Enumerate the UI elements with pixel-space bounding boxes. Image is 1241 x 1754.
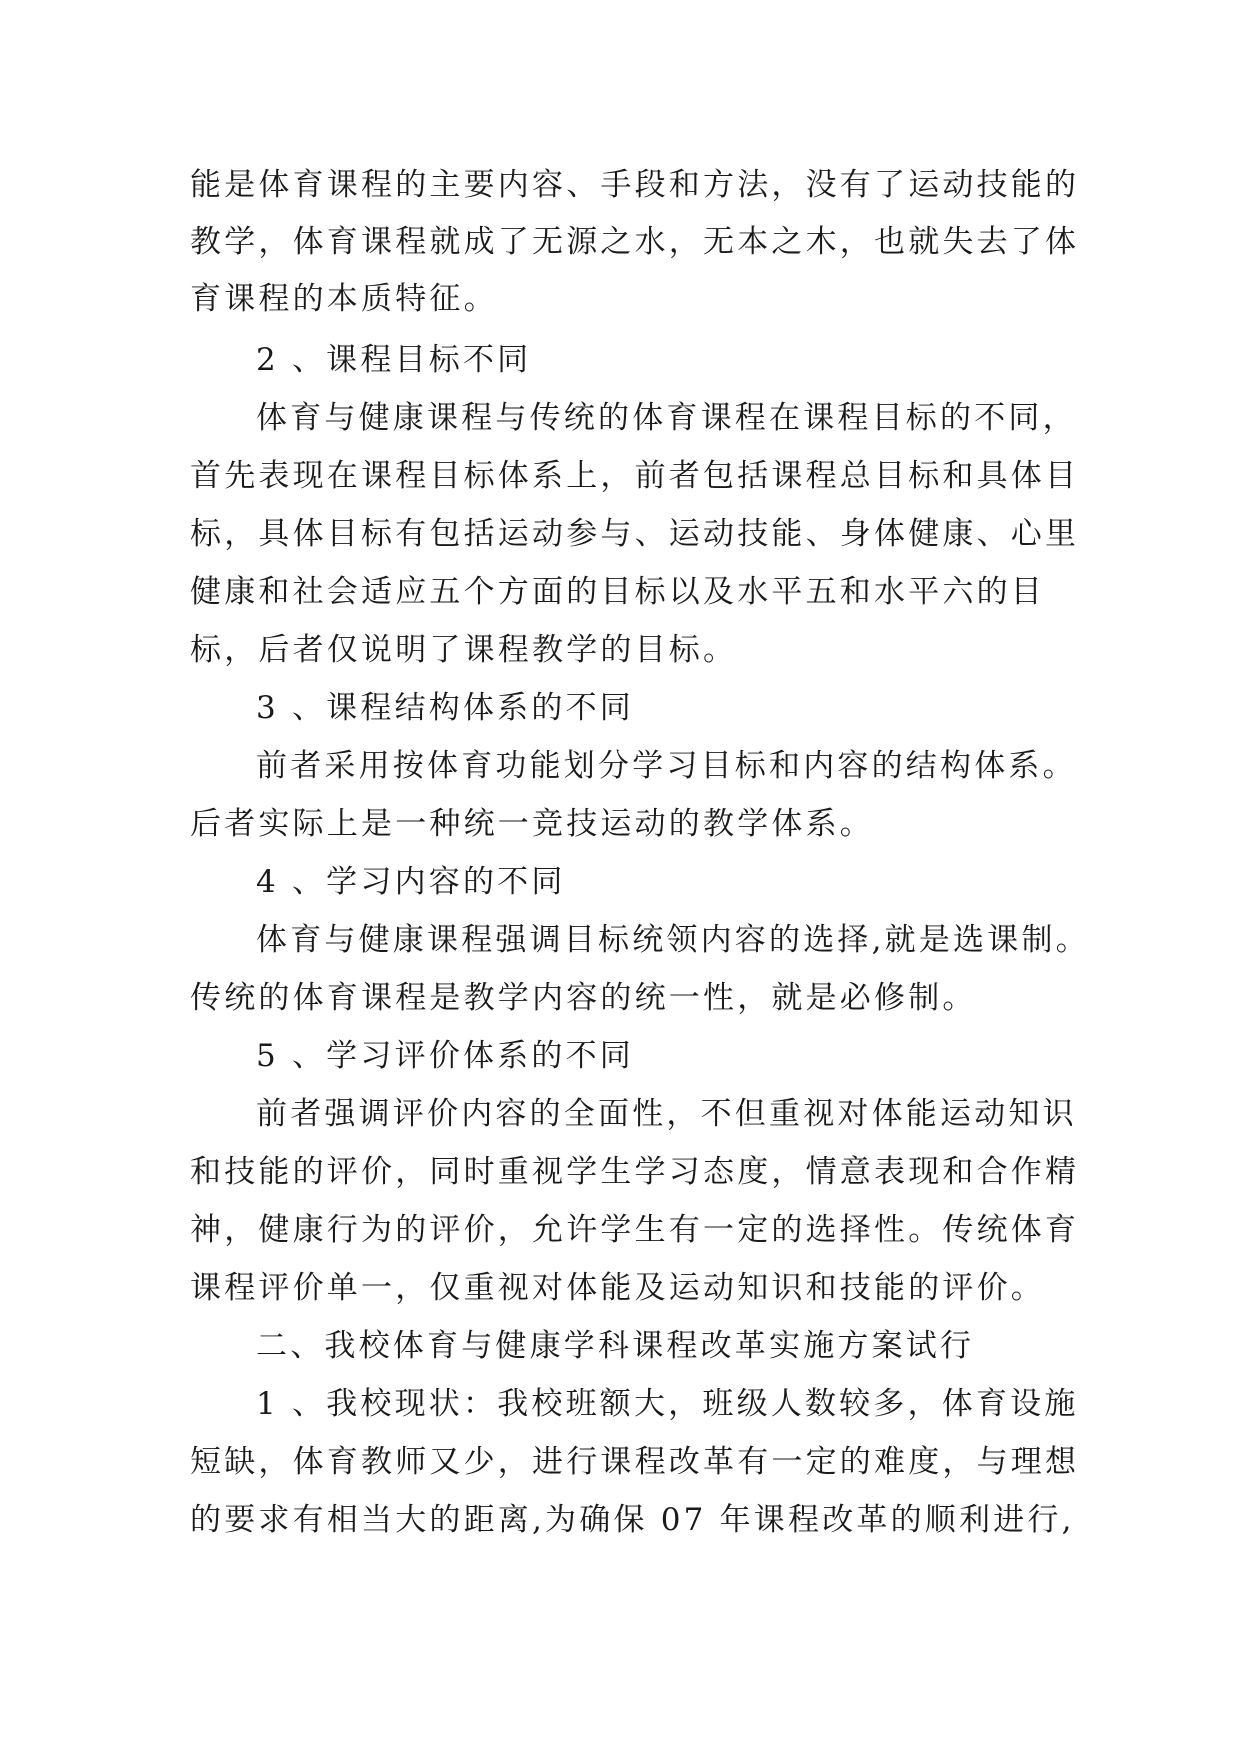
paragraph-line: 体育与健康课程强调目标统领内容的选择,就是选课制。 (256, 922, 1090, 958)
paragraph-line: 标，后者仅说明了课程教学的目标。 (190, 632, 738, 668)
section-heading: 3 、课程结构体系的不同 (256, 690, 634, 726)
section-heading: 二、我校体育与健康学科课程改革实施方案试行 (256, 1328, 975, 1364)
paragraph-line: 教学，体育课程就成了无源之水，无本之木，也就失去了体 (190, 224, 1080, 260)
paragraph-line: 能是体育课程的主要内容、手段和方法，没有了运动技能的 (190, 167, 1080, 203)
paragraph-line: 和技能的评价，同时重视学生学习态度，情意表现和合作精 (190, 1154, 1080, 1190)
paragraph-line: 标，具体目标有包括运动参与、运动技能、身体健康、心里 (190, 516, 1080, 552)
paragraph-line: 传统的体育课程是教学内容的统一性，就是必修制。 (190, 980, 977, 1016)
paragraph-line: 育课程的本质特征。 (190, 281, 498, 317)
paragraph-line: 神，健康行为的评价，允许学生有一定的选择性。传统体育 (190, 1212, 1080, 1248)
paragraph-line: 的要求有相当大的距离,为确保 07 年课程改革的顺利进行, (190, 1502, 1075, 1538)
section-heading: 5 、学习评价体系的不同 (256, 1038, 634, 1074)
section-heading: 4 、学习内容的不同 (256, 864, 566, 900)
paragraph-line: 首先表现在课程目标体系上，前者包括课程总目标和具体目 (190, 458, 1080, 494)
paragraph-line: 1 、我校现状：我校班额大，班级人数较多，体育设施 (256, 1386, 1079, 1422)
section-heading: 2 、课程目标不同 (256, 342, 532, 378)
paragraph-line: 后者实际上是一种统一竞技运动的教学体系。 (190, 806, 874, 842)
paragraph-line: 健康和社会适应五个方面的目标以及水平五和水平六的目 (190, 574, 1045, 610)
paragraph-line: 前者采用按体育功能划分学习目标和内容的结构体系。 (256, 748, 1077, 784)
paragraph-line: 课程评价单一，仅重视对体能及运动知识和技能的评价。 (190, 1270, 1045, 1306)
paragraph-line: 短缺，体育教师又少，进行课程改革有一定的难度，与理想 (190, 1444, 1080, 1480)
paragraph-line: 体育与健康课程与传统的体育课程在课程目标的不同， (256, 400, 1077, 436)
paragraph-line: 前者强调评价内容的全面性，不但重视对体能运动知识 (256, 1096, 1077, 1132)
